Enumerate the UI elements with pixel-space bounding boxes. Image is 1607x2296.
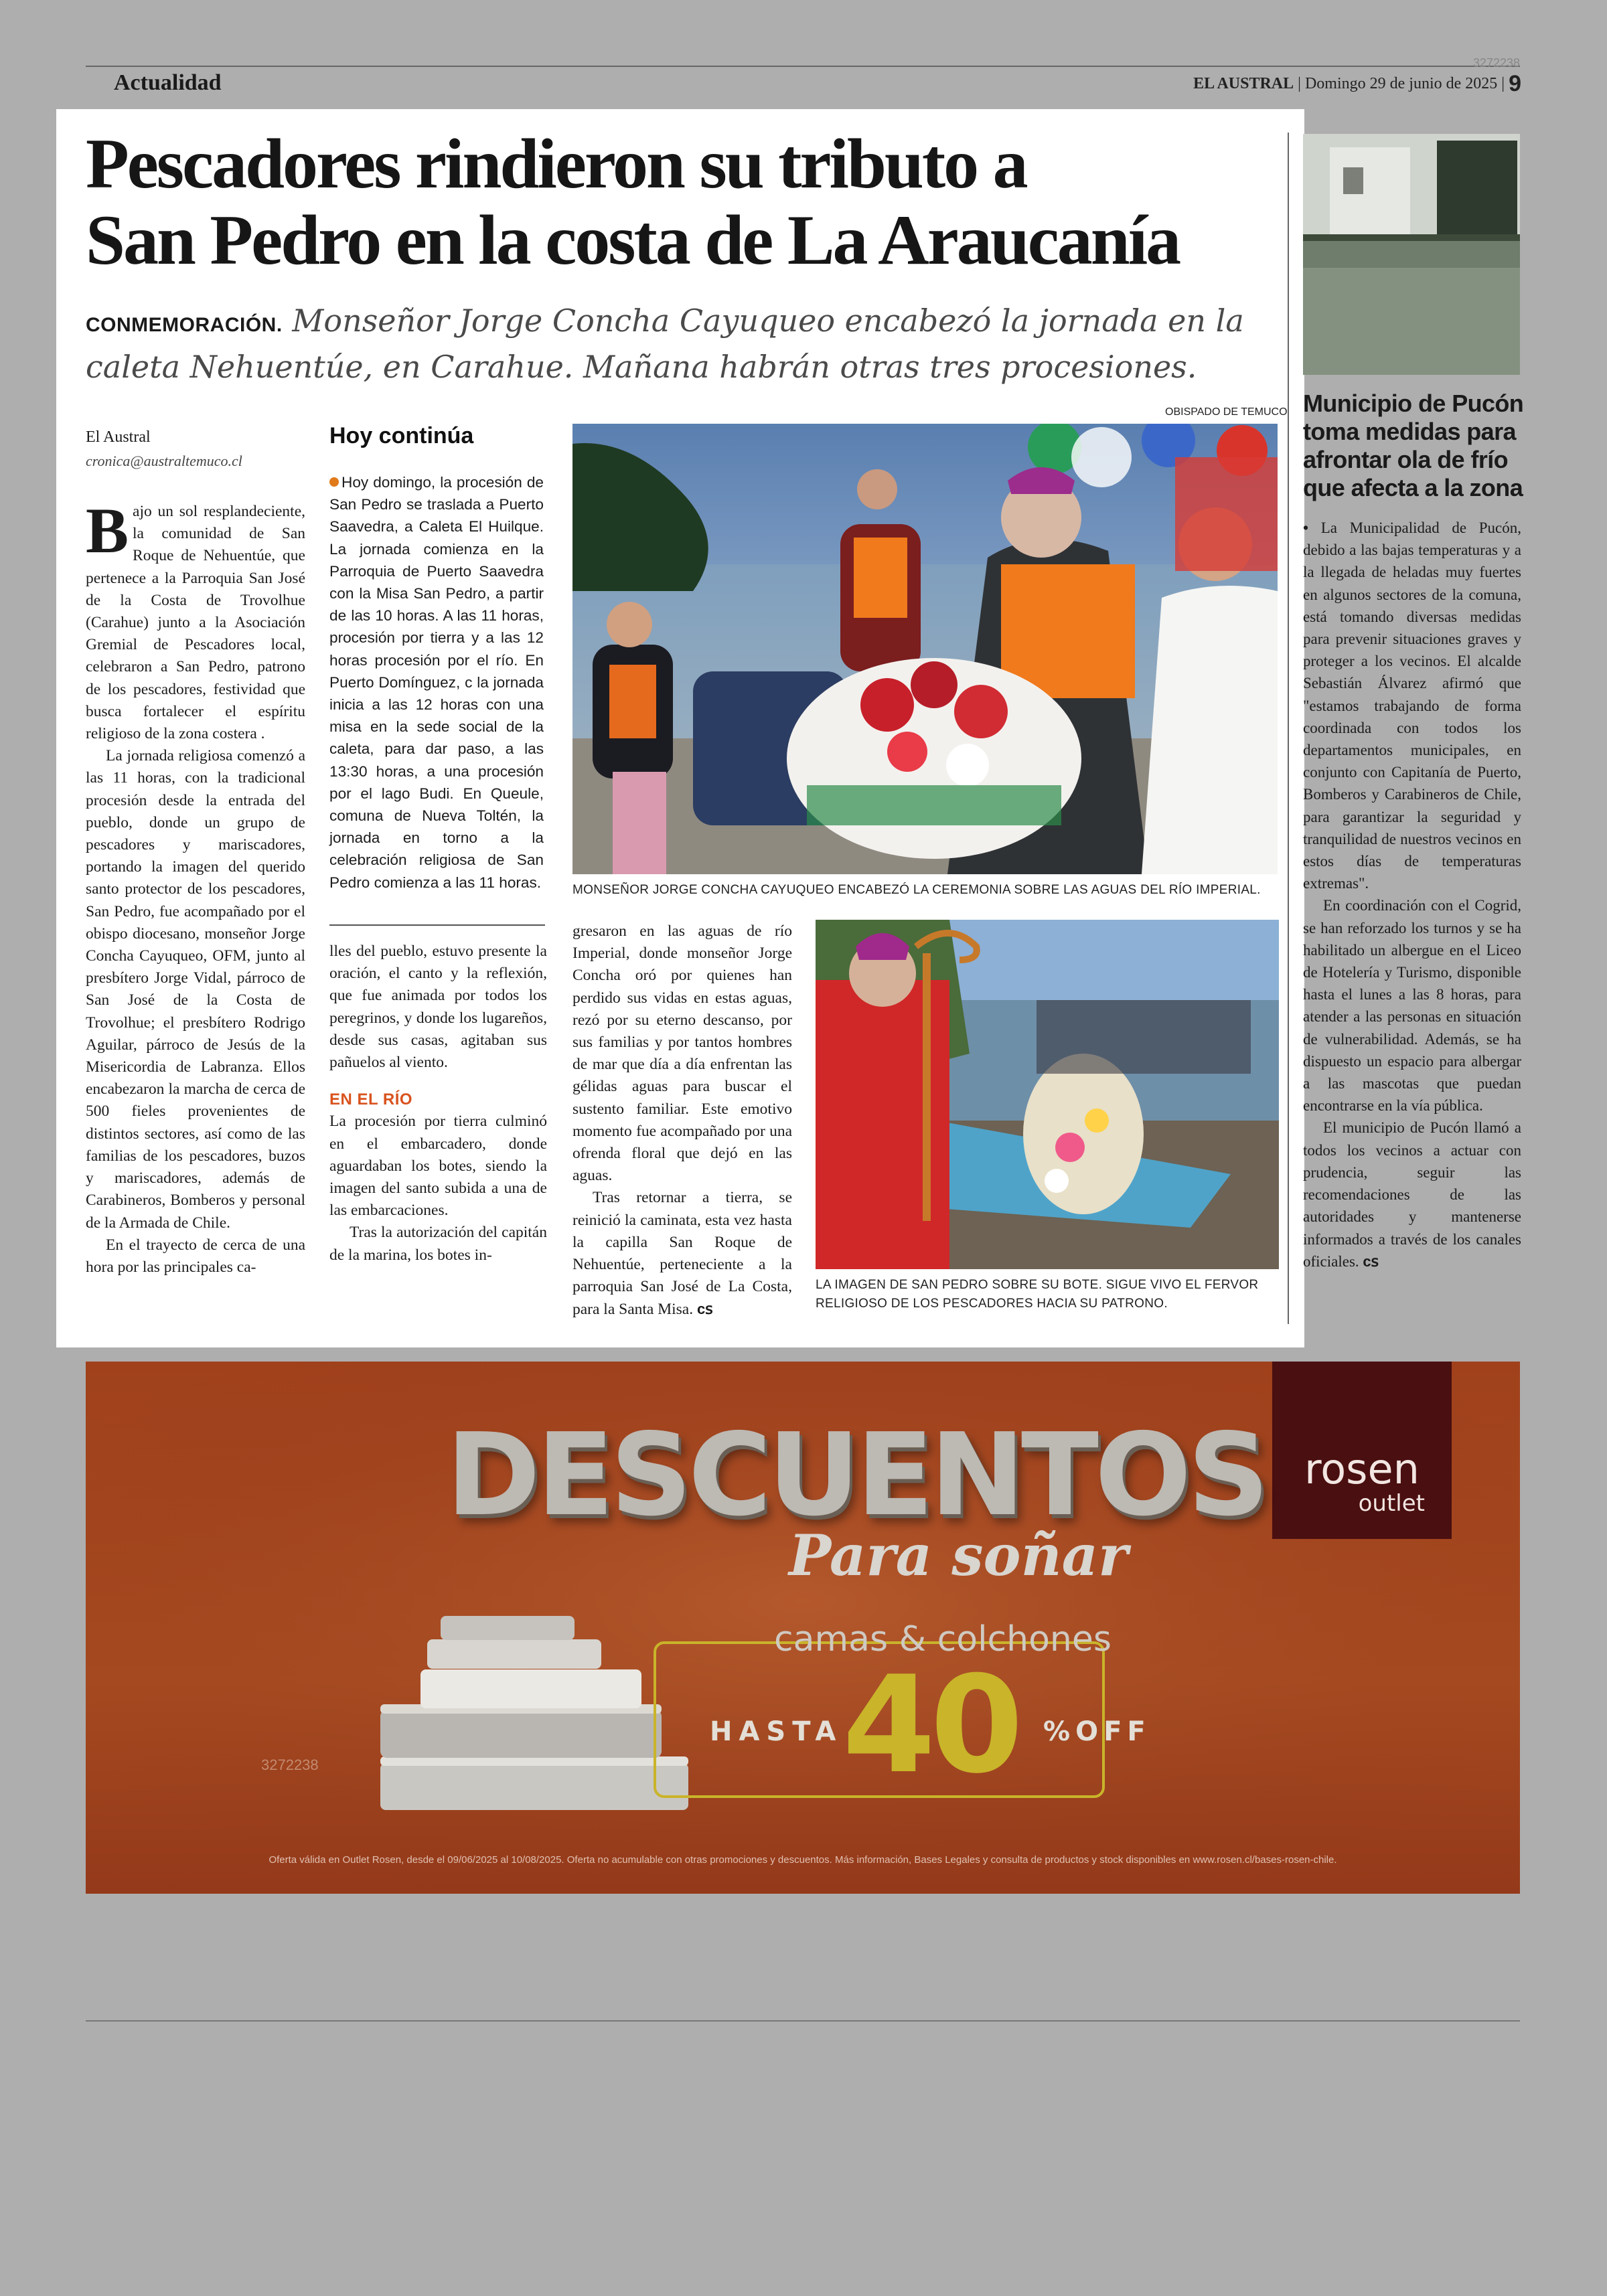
sidebar-photo <box>1303 134 1520 375</box>
paragraph: En el trayecto de cerca de una hora por las principales ca- <box>86 1236 305 1276</box>
frost-photo-image <box>1303 134 1520 375</box>
box-title: Hoy continúa <box>329 423 474 448</box>
end-mark-icon: ᴄꜱ <box>1363 1252 1379 1270</box>
ad-headline: DESCUENTOS <box>446 1409 1266 1542</box>
bottom-rule <box>86 2020 1520 2022</box>
deck <box>86 300 1284 388</box>
ad-brand-logo <box>1272 1362 1452 1539</box>
ad-script: Para soñar <box>789 1522 1128 1588</box>
article-column-3 <box>572 920 792 1321</box>
headline-line-1: Pescadores rindieron su tributo a <box>86 125 1026 203</box>
byline-email[interactable]: cronica@australtemuco.cl <box>86 453 242 469</box>
paragraph: gresaron en las aguas de río Imperial, donde monseñor Jorge Concha oró por quienes han perdido sus vidas en estas aguas, rezó por su eterno descanso, por sus familias y por tantos hombres de mar que día a día enfrentan las gélidas aguas para buscar el sustento familiar. Este emotivo momento fue acompañado por una ofrenda floral que dejó en las aguas. <box>572 922 792 1185</box>
folio: EL AUSTRAL | Domingo 29 de junio de 2025 | 9 <box>1193 71 1521 96</box>
page-number: 9 <box>1509 71 1521 96</box>
ad-percent: 40 <box>842 1647 1018 1803</box>
second-photo-image <box>816 920 1279 1269</box>
article-column-1 <box>86 495 305 1279</box>
paragraph: Bajo un sol resplandeciente, la comunidad de San Roque de Nehuentúe, que pertenece a la Parroquia San José de la Costa de Trovolhue (Carahue) junto a la Asociación Gremial de Pescadores local, celebraron a San Pedro, patrono de los pescadores, festividad que busca fortalecer el espíritu religioso de la zona costera . <box>86 495 305 743</box>
headline <box>86 126 1291 278</box>
ad-off: %OFF <box>1043 1716 1151 1747</box>
paragraph: • La Municipalidad de Pucón, debido a las bajas temperaturas y a la llegada de heladas muy fuertes en algunos sectores de la comuna, está tomando diversas medidas para prevenir situaciones graves y proteger a los vecinos. El alcalde Sebastián Álvarez afirmó que "estamos trabajando de forma coordinada con todos los departamentos municipales, en conjunto con Capitanía de Puerto, Bomberos y Carabineros de Chile, para garantizar la seguridad y tranquilidad de nuestros vecinos en estos días de temperaturas extremas". <box>1303 519 1522 892</box>
main-photo <box>572 424 1278 874</box>
paragraph: En coordinación con el Cogrid, se han reforzado los turnos y se ha habilitado un albergue en el Liceo de Hotelería y Turismo, disponible hasta el lunes a las 8 horas, para atender a las personas en situación de vulnerabilidad. Además, se ha dispuesto un espacio para albergar a las mascotas que puedan encontrarse en la vía pública. <box>1303 897 1521 1115</box>
subhead-en-el-rio: EN EL RÍO <box>329 1090 413 1109</box>
end-mark-icon: ᴄꜱ <box>696 1301 713 1318</box>
paragraph: La jornada religiosa comenzó a las 11 horas, con la tradicional procesión desde la entrada del pueblo, donde un grupo de pescadores y mariscadores, portando la imagen del querido santo protector de los pescadores, San Pedro, fue acompañado por el obispo diocesano, monseñor Jorge Concha Cayuqueo, OFM, junto al presbítero Jorge Vidal, párroco de San José de la Costa de Trovolhue; el presbítero Rodrigo Aguilar, párroco de Jesús de la Misericordia de Labranza. Ellos encabezaron la marcha de cerca de 500 fieles provenientes de distintos sectores, así como de las familias de los pescadores, buzos y mariscadores, además de Carabineros, Bomberos y personal de la Armada de Chile. <box>86 747 305 1232</box>
bullet-icon <box>329 477 339 487</box>
paragraph: lles del pueblo, estuvo presente la oración, el canto y la reflexión, que fue animada por todos los peregrinos, y donde los lugareños, desde sus casas, agitaban sus pañuelos al viento. <box>329 942 547 1072</box>
main-photo-image <box>572 424 1278 874</box>
paper-name: EL AUSTRAL <box>1193 75 1294 92</box>
page-code: 3272238 <box>1472 56 1520 70</box>
ad-category: camas & colchones <box>774 1619 1112 1659</box>
section-label: Actualidad <box>114 70 222 95</box>
photo-credit: OBISPADO DE TEMUCO <box>1165 406 1288 418</box>
issue-date: Domingo 29 de junio de 2025 <box>1304 75 1498 92</box>
rosen-advertisement[interactable] <box>86 1362 1520 1894</box>
article-column-2 <box>329 940 547 1266</box>
ad-legal: Oferta válida en Outlet Rosen, desde el 09/06/2025 al 10/08/2025. Oferta no acumulable con otras promociones y descuentos. Más información, Bases Legales y consulta de productos y stock disponibles en www.rosen.cl/bases-rosen-chile. <box>269 1854 1337 1866</box>
kicker: CONMEMORACIÓN. <box>86 314 283 336</box>
headline-line-2: San Pedro en la costa de La Araucanía <box>86 201 1180 279</box>
ad-code: 3272238 <box>261 1756 319 1773</box>
paragraph: El municipio de Pucón llamó a todos los vecinos a actuar con prudencia, seguir las recomendaciones de las autoridades y mantenerse informados a través de los canales oficiales. ᴄꜱ <box>1303 1119 1521 1270</box>
box-divider <box>329 924 545 926</box>
deck-text: Monseñor Jorge Concha Cayuqueo encabezó la jornada en la caleta Nehuentúe, en Carahue. Mañana habrán otras tres procesiones. <box>86 303 1244 385</box>
brand-sub: outlet <box>1358 1490 1425 1517</box>
sidebar-text <box>1303 517 1521 1273</box>
paragraph: Tras la autorización del capitán de la marina, los botes in- <box>329 1224 547 1264</box>
byline: El Austral <box>86 428 151 446</box>
second-photo-caption: LA IMAGEN DE SAN PEDRO SOBRE SU BOTE. SIGUE VIVO EL FERVOR RELIGIOSO DE LOS PESCADORES HACIA SU PATRONO. <box>816 1278 1259 1311</box>
ad-hasta: HASTA <box>710 1716 843 1747</box>
top-rule <box>86 66 1520 67</box>
drop-cap: B <box>86 495 129 566</box>
paragraph: La procesión por tierra culminó en el embarcadero, donde aguardaban los botes, siendo la imagen del santo subida a una de las embarcaciones. <box>329 1113 547 1220</box>
main-photo-caption: MONSEÑOR JORGE CONCHA CAYUQUEO ENCABEZÓ LA CEREMONIA SOBRE LAS AGUAS DEL RÍO IMPERIAL. <box>572 883 1261 897</box>
box-text: Hoy domingo, la procesión de San Pedro se traslada a Puerto Saavedra, a Caleta El Huilque. La jornada comienza en la Parroquia de Puerto Saavedra con la Misa San Pedro, a partir de las 10 horas. A las 11 horas, procesión por tierra y a las 12 horas procesión por el río. En Puerto Domínguez, c la jornada inicia a las 12 horas con una misa en la sede social de la caleta, para dar paso, a las 13:30 horas, a una procesión por el lago Budi. En Queule, comuna de Nueva Toltén, la jornada en torno a la celebración religiosa de San Pedro comienza a las 11 horas. <box>329 474 544 891</box>
sidebar-title: Municipio de Pucón toma medidas para afrontar ola de frío que afecta a la zona <box>1303 390 1524 501</box>
sidebar-divider <box>1288 133 1289 1324</box>
second-photo <box>816 920 1279 1269</box>
brand-name: rosen <box>1304 1445 1420 1493</box>
paragraph: Tras retornar a tierra, se reinició la caminata, esta vez hasta la capilla San Roque de Nehuentúe, perteneciente a la parroquia San José de La Costa, para la Santa Misa. ᴄꜱ <box>572 1189 792 1319</box>
